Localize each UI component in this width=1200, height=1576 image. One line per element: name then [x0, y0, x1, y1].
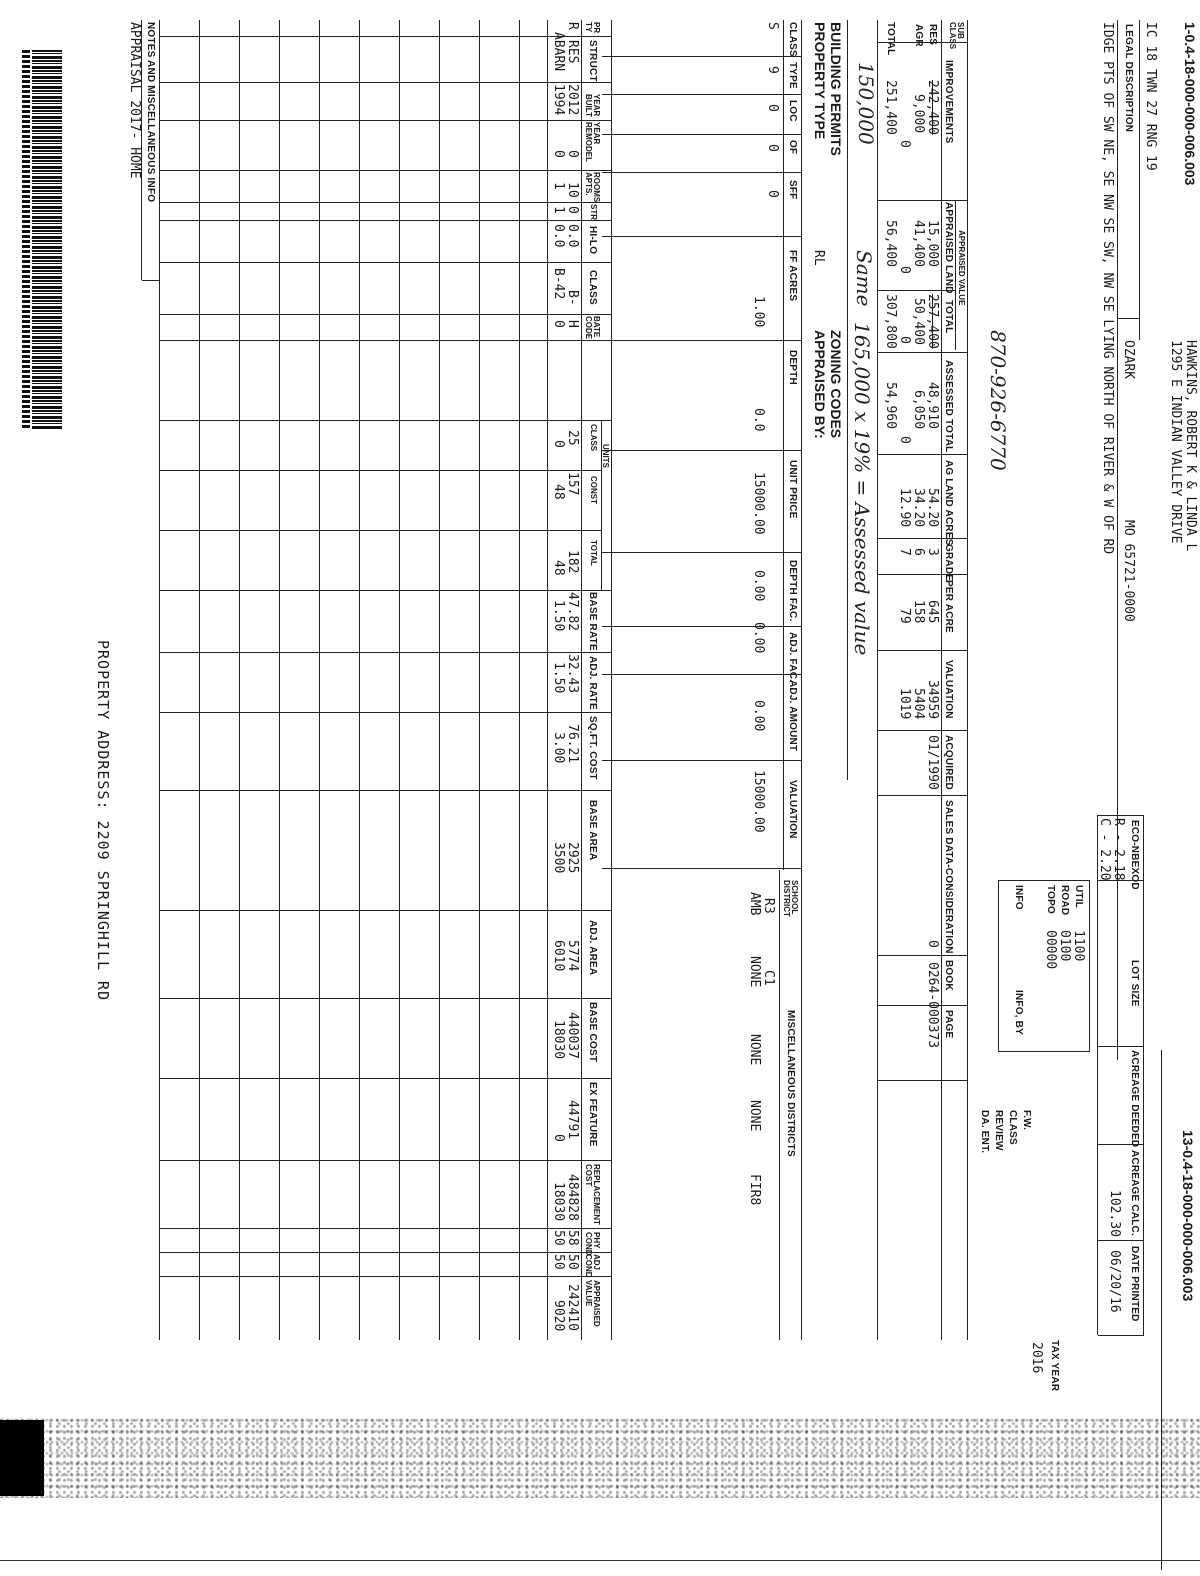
lot-size-label: LOT SIZE: [1129, 960, 1140, 1007]
rule: [601, 420, 602, 590]
struct-col-rooms: ROOMS APTS.: [584, 172, 601, 203]
property-address: PROPERTY ADDRESS: 2209 SPRINGHILL RD: [94, 640, 112, 1002]
struct-col-adj-area: ADJ. AREA: [587, 920, 598, 976]
struct-rooms: 1: [551, 182, 566, 190]
rule: [160, 712, 612, 713]
struct-col-units-const: CONST: [589, 476, 598, 504]
struct-col-bate-code: BATE CODE: [584, 316, 601, 340]
struct-units-total: 182: [565, 550, 580, 574]
rule: [160, 36, 612, 37]
land-adj-fac: 0.00: [751, 622, 766, 654]
row-per-acre: 158: [911, 600, 926, 624]
col-acquired: ACQUIRED: [943, 735, 954, 790]
struct-appraised-value: 242410: [565, 1284, 580, 1331]
building-permits-label: BUILDING PERMITS: [828, 22, 844, 156]
struct-type: RES: [565, 40, 580, 64]
struct-year-built: 1994: [551, 84, 566, 116]
misc-districts-label: MISCELLANEOUS DISTRICTS: [785, 1010, 796, 1157]
rule: [602, 236, 802, 237]
class-label: CLASS: [1007, 1110, 1018, 1145]
land-col-adj-amount: ADJ. AMOUNT: [787, 680, 798, 752]
legal-description-label: LEGAL DESCRIPTION: [1123, 24, 1134, 133]
row-class: TOTAL: [885, 22, 896, 56]
col-assessed-total: ASSESSED TOTAL: [943, 360, 954, 453]
rule: [1098, 815, 1144, 816]
land-class: S: [765, 22, 780, 30]
struct-col-ex-feature: EX FEATURE: [587, 1082, 598, 1147]
rule: [602, 94, 802, 95]
util-label: UTIL: [1073, 885, 1084, 909]
row-land: 56,400: [883, 220, 898, 267]
rule: [1139, 20, 1140, 340]
struct-units-const: 48: [551, 484, 566, 500]
row-class: RES: [927, 24, 938, 46]
struct-col-year-built: YEAR BUILT: [584, 94, 601, 117]
rule: [1098, 1046, 1144, 1047]
rule: [160, 420, 612, 421]
struct-year-built: 2012: [565, 84, 580, 116]
row-grade: 3: [925, 548, 940, 556]
struct-phy-cond: 50: [551, 1230, 566, 1246]
rule: [602, 868, 802, 869]
struct-adj-area: 6010: [551, 940, 566, 972]
section-township-range: IC 18 TWN 27 RNG 19: [1143, 22, 1158, 171]
appraised-value-group-label: APPRAISED VALUE: [957, 230, 966, 306]
struct-base-cost: 440037: [565, 1012, 580, 1059]
info-label: INFO: [1013, 885, 1024, 910]
land-unit-price: 15000.00: [751, 472, 766, 535]
rule: [1098, 1335, 1144, 1336]
rule: [160, 220, 612, 221]
zoning-codes-label: ZONING CODES: [828, 330, 844, 439]
rule: [602, 340, 802, 341]
struct-bate-code: 0: [551, 320, 566, 328]
row-acres: 54.20: [925, 488, 940, 528]
rule: [1118, 318, 1140, 319]
page-bottom-rule: [0, 1560, 1200, 1561]
col-total: TOTAL: [943, 300, 954, 334]
rule: [160, 910, 612, 911]
struct-class: B-: [565, 290, 580, 306]
struct-units-total: 48: [551, 560, 566, 576]
rule: [955, 200, 956, 350]
sales-consideration: 0: [925, 940, 940, 948]
rule: [877, 20, 878, 1340]
rule: [847, 20, 848, 780]
rule: [319, 20, 320, 1340]
rule: [783, 20, 784, 870]
misc-none-1: NONE: [747, 956, 762, 988]
row-improvements: 251,400: [883, 80, 898, 135]
struct-class: B-42: [551, 268, 566, 300]
review-label: REVIEW: [993, 1110, 1004, 1151]
struct-col-appraised-value: APPRAISED VALUE: [584, 1280, 601, 1327]
rule: [160, 1228, 612, 1229]
row-improvements: 242,400: [925, 80, 940, 135]
row-improvements: 9,000: [911, 94, 926, 134]
land-col-type: TYPE: [787, 62, 798, 89]
struct-rooms: 10: [565, 182, 580, 198]
rule: [160, 262, 612, 263]
rule: [159, 20, 160, 1340]
struct-col-units-total: TOTAL: [589, 540, 598, 566]
school-district-label: SCHOOL DISTRICT: [782, 880, 799, 917]
units-group-label: UNITS: [601, 444, 610, 468]
rule: [602, 134, 802, 135]
rule: [1098, 880, 1144, 881]
misc-none-2: NONE: [747, 1034, 762, 1066]
topo-value: 00000: [1043, 930, 1058, 970]
rule: [941, 20, 942, 1340]
struct-sqft-cost: 3.00: [551, 732, 566, 764]
col-page: PAGE: [943, 1010, 954, 1039]
rule: [878, 955, 968, 956]
rule: [439, 20, 440, 1340]
rule: [602, 674, 802, 675]
struct-col-phy-cond: PHY COND: [584, 1232, 601, 1256]
struct-adj-rate: 1.50: [551, 662, 566, 694]
struct-base-cost: 18030: [551, 1020, 566, 1060]
rule: [581, 20, 582, 1340]
rule: [547, 20, 548, 1340]
land-col-depth-fac: DEPTH FAC.: [787, 560, 798, 622]
struct-bate-code: H: [565, 320, 580, 328]
date-printed: 06/20/16: [1107, 1250, 1122, 1313]
row-assessed: 6,050: [911, 390, 926, 430]
rule: [160, 652, 612, 653]
struct-units-class: 0: [551, 440, 566, 448]
owner-state-zip: MO 65721-0000: [1121, 520, 1136, 622]
rule: [160, 530, 602, 531]
col-sub-class: SUB CLASS: [948, 22, 965, 50]
struct-base-area: 2925: [565, 842, 580, 874]
rule: [878, 538, 968, 539]
struct-col-sqft-cost: SQ.FT. COST: [587, 716, 598, 780]
rule: [602, 760, 802, 761]
land-ff-acres: 1.00: [751, 296, 766, 328]
rule: [160, 790, 612, 791]
rule: [602, 626, 802, 627]
eco-r: R - 2.18: [1111, 818, 1126, 881]
row-class: AGR: [913, 24, 924, 47]
col-ag-land-acres: AG LAND ACRES: [943, 460, 954, 546]
rule: [602, 172, 802, 173]
rule: [878, 1080, 968, 1081]
row-land: 0: [897, 266, 912, 274]
struct-appraised-value: 9020: [551, 1300, 566, 1332]
road-label: ROAD: [1059, 885, 1070, 916]
rule: [779, 870, 780, 1340]
row-assessed: 48,910: [925, 382, 940, 429]
rule: [967, 20, 968, 1340]
struct-col-str: STR: [589, 204, 598, 220]
struct-str: 0: [565, 206, 580, 214]
land-sff: 0: [765, 190, 780, 198]
struct-col-replacement-cost: REPLACEMENT COST: [584, 1164, 601, 1225]
struct-adj-cond: 50: [565, 1254, 580, 1270]
rule: [141, 20, 142, 280]
rule: [160, 82, 612, 83]
handwritten-same: Same: [852, 250, 876, 307]
eco-c: C - 2.20: [1097, 818, 1112, 881]
col-grade: GRADE: [943, 544, 954, 582]
struct-hi-lo: 0.0: [551, 224, 566, 248]
struct-adj-area: 5774: [565, 940, 580, 972]
struct-units-const: 157: [565, 472, 580, 496]
struct-type: ABARN: [551, 32, 566, 72]
rule: [160, 1252, 612, 1253]
row-improvements: 0: [897, 140, 912, 148]
struct-sqft-cost: 76.21: [565, 724, 580, 764]
col-per-acre: PER ACRE: [943, 580, 954, 633]
struct-col-struct: STRUCT: [587, 40, 598, 82]
land-type: 9: [765, 66, 780, 74]
da-ent-label: DA. ENT.: [979, 1110, 990, 1154]
rule: [279, 20, 280, 1340]
appraised-by-label: APPRAISED BY:: [812, 330, 828, 439]
struct-ex-feature: 0: [551, 1134, 566, 1142]
rule: [160, 590, 612, 591]
struct-replacement-cost: 484828: [565, 1174, 580, 1221]
info-by-label: INFO, BY: [1013, 990, 1024, 1035]
rule: [878, 574, 968, 575]
misc-none-3: NONE: [747, 1100, 762, 1132]
rule: [878, 290, 956, 291]
col-book: BOOK: [943, 960, 954, 991]
rule: [878, 730, 968, 731]
rule: [602, 56, 802, 57]
row-valuation: 34959: [925, 680, 940, 720]
struct-col-year-remodel: YEAR REMODEL: [584, 122, 601, 162]
road-value: 0100: [1057, 930, 1072, 962]
struct-replacement-cost: 18030: [551, 1182, 566, 1222]
row-per-acre: 645: [925, 600, 940, 624]
property-type: RL: [811, 250, 826, 266]
row-assessed: 0: [897, 436, 912, 444]
handwritten-phone: 870-926-6770: [986, 330, 1010, 471]
school-r3: R3: [761, 898, 776, 914]
col-appraised-land: APPRAISED LAND: [943, 202, 954, 294]
rule: [160, 1078, 612, 1079]
row-assessed: 54,960: [883, 382, 898, 429]
rule: [399, 20, 400, 1340]
struct-col-base-cost: BASE COST: [587, 1002, 598, 1063]
rule: [611, 20, 612, 1340]
land-col-loc: LOC: [787, 100, 798, 122]
notes-label: NOTES AND MISCELLANEOUS INFO: [145, 22, 156, 203]
property-type-label: PROPERTY TYPE: [812, 22, 828, 140]
land-valuation: 15000.00: [751, 770, 766, 833]
struct-col-adj-cond: ADJ COND: [584, 1254, 601, 1278]
acreage-deeded-label: ACREAGE DEEDED: [1129, 1050, 1140, 1148]
col-sales: SALES DATA-CONSIDERATION: [943, 800, 954, 954]
row-total: 257,400: [925, 294, 940, 349]
struct-adj-cond: 50: [551, 1254, 566, 1270]
rule: [1098, 1144, 1144, 1145]
owner-city: OZARK: [1121, 340, 1136, 380]
land-col-class: CLASS: [787, 22, 798, 57]
legal-description-text: IDGE PTS OF SW NE, SE NW SE SW, NW SE LYING NORTH OF RIVER & W OF RD: [1100, 22, 1115, 555]
scan-noise-edge: [0, 1420, 44, 1496]
parcel-number-left: 1-0.4-18-000-000-006.003: [1182, 22, 1198, 186]
date-printed-label: DATE PRINTED: [1129, 1246, 1140, 1322]
struct-year-remodel: 0: [565, 150, 580, 158]
rule: [160, 1160, 612, 1161]
land-loc: 0: [765, 104, 780, 112]
struct-hi-lo: 0.0: [565, 224, 580, 248]
rule: [160, 340, 612, 341]
struct-base-rate: 1.50: [551, 600, 566, 632]
land-col-adj-fac: ADJ. FAC.: [787, 632, 798, 683]
notes-line-1: APPRAISAL 2017- HOME: [127, 22, 142, 179]
tax-year: 2016: [1029, 1342, 1044, 1374]
row-total: 50,400: [911, 298, 926, 345]
rule: [1143, 815, 1144, 1335]
struct-ex-feature: 44791: [565, 1100, 580, 1140]
row-grade: 7: [897, 548, 912, 556]
rule: [160, 1276, 612, 1277]
rule: [160, 998, 612, 999]
struct-col-adj-rate: ADJ. RATE: [587, 656, 598, 710]
rule: [519, 20, 520, 1340]
struct-col-pr-ty: PR TY: [584, 22, 601, 34]
acreage-calc: 102.30: [1107, 1190, 1122, 1237]
owner-street: 1295 E INDIAN VALLEY DRIVE: [1168, 340, 1183, 544]
rule: [160, 470, 602, 471]
rule: [602, 450, 802, 451]
col-improvements: IMPROVEMENTS: [943, 60, 954, 144]
struct-pr-ty: R: [565, 22, 580, 30]
land-of: 0: [765, 144, 780, 152]
rule: [602, 552, 802, 553]
col-valuation: VALUATION: [943, 660, 954, 719]
rule: [199, 20, 200, 1340]
handwritten-formula: 165,000 x 19% = Assessed value: [850, 322, 874, 656]
struct-col-base-rate: BASE RATE: [587, 592, 598, 651]
school-amb: AMB: [747, 892, 762, 916]
rule: [878, 1005, 968, 1006]
struct-col-base-area: BASE AREA: [587, 800, 598, 861]
rule: [160, 120, 612, 121]
misc-fir8: FIR8: [747, 1174, 762, 1206]
struct-base-area: 3500: [551, 842, 566, 874]
struct-col-class: CLASS: [587, 270, 598, 305]
row-valuation: 5404: [911, 688, 926, 720]
struct-col-hi-lo: HI-LO: [587, 226, 598, 255]
rule: [801, 20, 802, 1340]
struct-phy-cond: 58: [565, 1230, 580, 1246]
fw-label: F.W.: [1021, 1110, 1032, 1131]
rule: [1098, 1240, 1144, 1241]
rule: [1097, 815, 1098, 1335]
util-value: 1100: [1071, 930, 1086, 962]
topo-label: TOPO: [1045, 885, 1056, 914]
rule: [479, 20, 480, 1340]
rule: [160, 170, 612, 171]
acreage-calc-label: ACREAGE CALC.: [1129, 1150, 1140, 1236]
rule: [160, 314, 612, 315]
land-col-unit-price: UNIT PRICE: [787, 460, 798, 519]
row-per-acre: 79: [897, 608, 912, 624]
land-depth: 0.0: [751, 408, 766, 432]
row-valuation: 1019: [897, 688, 912, 720]
struct-base-rate: 47.82: [565, 592, 580, 632]
row-total: 307,800: [883, 294, 898, 349]
rule: [160, 202, 612, 203]
struct-year-remodel: 0: [551, 150, 566, 158]
row-grade: 6: [911, 548, 926, 556]
rule: [359, 20, 360, 1340]
struct-units-class: 25: [565, 430, 580, 446]
struct-col-units-class: CLASS: [589, 424, 598, 452]
owner-name: HAWKINS, ROBERT K & LINDA L: [1183, 340, 1198, 552]
land-col-sff: SFF: [787, 180, 798, 200]
struct-str: 1: [551, 206, 566, 214]
struct-adj-rate: 32.43: [565, 654, 580, 694]
acquired-date: 01/1990: [925, 735, 940, 790]
land-col-of: OF: [787, 140, 798, 155]
row-acres: 34.20: [911, 488, 926, 528]
scan-noise-band: [0, 1418, 1200, 1498]
rule: [239, 20, 240, 1340]
rule: [878, 352, 968, 353]
rule: [142, 280, 160, 281]
rule: [878, 795, 968, 796]
row-acres: 12.90: [897, 488, 912, 528]
land-adj-amount: 0.00: [751, 700, 766, 732]
eco-label: ECO-NBEXOD: [1129, 820, 1140, 890]
land-depth-fac: 0.00: [751, 570, 766, 602]
rule: [878, 200, 968, 201]
rule: [878, 650, 968, 651]
row-land: 15,000: [925, 220, 940, 267]
rule: [1117, 20, 1118, 1060]
row-total: 0: [897, 336, 912, 344]
land-col-depth: DEPTH: [787, 350, 798, 385]
row-land: 41,400: [911, 220, 926, 267]
tax-year-label: TAX YEAR: [1049, 1340, 1060, 1392]
book-page: 0264-000373: [925, 962, 940, 1049]
misc-c1: C1: [761, 970, 776, 986]
parcel-number-right: 13-0.4-18-000-000-006.003: [1180, 1130, 1196, 1302]
rule: [878, 454, 968, 455]
land-col-ff-acres: FF ACRES: [787, 250, 798, 302]
land-col-valuation: VALUATION: [787, 780, 798, 839]
handwritten-value: 150,000: [854, 62, 878, 145]
